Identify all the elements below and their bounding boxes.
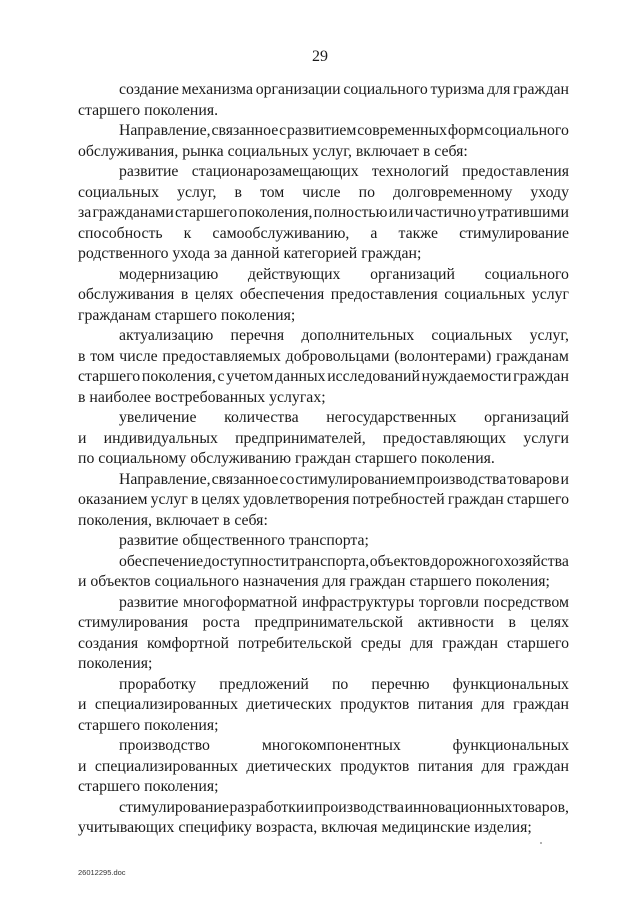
word: социальных bbox=[444, 286, 526, 303]
word: активности bbox=[417, 614, 495, 631]
word: стимулированием bbox=[295, 470, 416, 488]
paragraph bbox=[78, 593, 569, 675]
word: долговременному bbox=[393, 183, 513, 201]
word: и bbox=[560, 470, 569, 488]
word: потребительской bbox=[237, 634, 352, 652]
word: стимулирование bbox=[119, 798, 229, 816]
word: развитие bbox=[119, 163, 179, 180]
word: создания bbox=[78, 634, 139, 652]
word: уходу bbox=[530, 183, 569, 201]
paragraph bbox=[78, 736, 569, 798]
word: стационарозамещающих bbox=[191, 163, 359, 180]
word: услуги bbox=[523, 429, 569, 447]
text-line bbox=[78, 552, 569, 573]
word: граждан bbox=[513, 696, 569, 713]
word: или bbox=[388, 204, 414, 221]
word: граждан bbox=[447, 491, 504, 508]
word: организации bbox=[255, 81, 341, 98]
word: предоставляющих bbox=[382, 429, 507, 447]
paragraph bbox=[78, 121, 569, 162]
word: утратившими bbox=[477, 204, 569, 221]
word: оказанием bbox=[78, 491, 148, 508]
word: старшего bbox=[506, 634, 569, 652]
text-line: старшего поколения. bbox=[78, 101, 219, 119]
word: добровольцами bbox=[285, 347, 390, 365]
word: производство bbox=[119, 737, 210, 754]
document-body bbox=[78, 80, 569, 839]
word: граждан bbox=[513, 757, 569, 775]
text-line: обслуживания, рынка социальных услуг, включает в себя: bbox=[78, 142, 468, 160]
text-line bbox=[78, 162, 569, 183]
text-line: старшего поколения; bbox=[78, 778, 219, 795]
word: (волонтерами) bbox=[394, 347, 492, 365]
word: функциональных bbox=[452, 675, 569, 693]
text-line bbox=[78, 265, 569, 286]
word: продуктов bbox=[340, 757, 410, 775]
word: специализированных bbox=[94, 757, 238, 775]
word: предоставляемых bbox=[162, 347, 281, 365]
word: создание bbox=[119, 81, 179, 98]
word: индивидуальных bbox=[103, 429, 218, 447]
word: стимулирования bbox=[78, 614, 189, 631]
paragraph bbox=[78, 162, 569, 265]
word: перечня bbox=[230, 327, 285, 344]
word: в bbox=[180, 286, 189, 303]
word: комфортной bbox=[147, 634, 230, 652]
word: удовлетворения bbox=[243, 491, 350, 508]
word: продуктов bbox=[340, 696, 410, 713]
word: целях bbox=[194, 286, 234, 303]
word: услуг, bbox=[177, 183, 217, 201]
word: актуализацию bbox=[119, 327, 214, 344]
paragraph bbox=[78, 798, 569, 839]
paragraph bbox=[78, 326, 569, 408]
word: поколения, bbox=[238, 204, 313, 221]
word: за bbox=[78, 204, 92, 221]
word: предоставления bbox=[462, 163, 569, 180]
text-line: развитие общественного транспорта; bbox=[119, 532, 369, 549]
word: обслуживания bbox=[78, 286, 175, 303]
word: доступности bbox=[203, 552, 290, 570]
word: обеспечения bbox=[239, 286, 325, 303]
text-line: поколения, включает в себя: bbox=[78, 511, 268, 529]
paragraph bbox=[78, 80, 569, 121]
word: частично bbox=[414, 204, 477, 221]
word: объектов bbox=[369, 552, 430, 570]
word: по bbox=[331, 675, 349, 693]
word: форм bbox=[447, 122, 484, 139]
word: в bbox=[78, 347, 86, 365]
word: и bbox=[78, 429, 87, 447]
word: также bbox=[398, 224, 439, 242]
word: инфраструктуры bbox=[301, 593, 415, 611]
word: транспорта, bbox=[289, 552, 370, 570]
word: нуждаемости bbox=[421, 368, 512, 385]
word: социальных bbox=[78, 183, 160, 201]
word: социального bbox=[343, 81, 428, 98]
word: технологий bbox=[371, 163, 449, 180]
word: в bbox=[190, 491, 199, 508]
word: старшего bbox=[78, 368, 141, 385]
word: Направление, bbox=[119, 122, 211, 139]
word: действующих bbox=[247, 265, 341, 283]
scan-dot-mark bbox=[540, 842, 542, 844]
word: для bbox=[481, 757, 505, 775]
word: самообслуживанию, bbox=[212, 224, 350, 242]
word: полностью bbox=[313, 204, 388, 221]
word: питания bbox=[417, 757, 474, 775]
text-line: родственного ухода за данной категорией граждан; bbox=[78, 245, 422, 262]
text-line bbox=[78, 203, 569, 224]
word: современных bbox=[357, 122, 447, 139]
word: развитием bbox=[286, 122, 357, 139]
text-line: и объектов социального назначения для граждан старшего поколения; bbox=[78, 573, 550, 590]
word: со bbox=[279, 470, 295, 488]
word: к bbox=[183, 224, 192, 242]
word: старшего bbox=[175, 204, 238, 221]
document-file-code: 26012295.doc bbox=[78, 868, 126, 877]
word: модернизацию bbox=[119, 265, 219, 283]
word: гражданами bbox=[92, 204, 174, 221]
text-line bbox=[78, 408, 569, 429]
word: многокомпонентных bbox=[261, 737, 401, 754]
word: туризма bbox=[430, 81, 485, 98]
paragraph bbox=[78, 675, 569, 737]
word: социальных bbox=[431, 327, 513, 344]
text-line bbox=[78, 183, 569, 204]
text-line bbox=[78, 675, 569, 696]
word: целях bbox=[201, 491, 240, 508]
word: и bbox=[78, 696, 87, 713]
word: социального bbox=[484, 122, 569, 139]
text-line bbox=[78, 613, 569, 634]
word: увеличение bbox=[119, 409, 197, 426]
word: механизма bbox=[181, 81, 253, 98]
word: старшего bbox=[506, 491, 569, 508]
word: стимулирование bbox=[459, 224, 569, 242]
word: для bbox=[410, 634, 434, 652]
word: негосударственных bbox=[326, 409, 457, 426]
word: с bbox=[279, 122, 287, 139]
word: товаров bbox=[507, 470, 560, 488]
word: в bbox=[508, 614, 516, 631]
word: производства bbox=[314, 798, 404, 816]
text-line bbox=[78, 695, 569, 716]
word: том bbox=[90, 347, 115, 365]
word: услуг bbox=[150, 491, 188, 508]
word: числе bbox=[302, 183, 341, 201]
word: инновационных bbox=[404, 798, 513, 816]
word: предпринимателей, bbox=[235, 429, 366, 447]
word: для bbox=[487, 81, 511, 98]
word: граждан bbox=[442, 634, 498, 652]
text-line bbox=[78, 80, 569, 101]
word: роста bbox=[202, 614, 240, 631]
word: связанное bbox=[211, 122, 279, 139]
text-line bbox=[78, 736, 569, 757]
word: диетических bbox=[246, 696, 332, 713]
word: посредством bbox=[483, 593, 569, 611]
word: для bbox=[481, 696, 505, 713]
text-line bbox=[78, 757, 569, 778]
word: перечню bbox=[371, 675, 430, 693]
word: потребностей bbox=[352, 491, 445, 508]
word: с bbox=[217, 368, 225, 385]
word: социального bbox=[484, 265, 569, 283]
word: гражданам bbox=[496, 347, 569, 365]
word: диетических bbox=[246, 757, 332, 775]
word: количества bbox=[224, 409, 299, 426]
word: дорожного bbox=[430, 552, 504, 570]
text-line: гражданам старшего поколения; bbox=[78, 306, 296, 324]
word: Направление, bbox=[119, 470, 211, 488]
text-line bbox=[78, 347, 569, 368]
word: целях bbox=[530, 614, 569, 631]
word: учетом bbox=[226, 368, 274, 385]
word: обеспечение bbox=[119, 552, 204, 570]
text-line: учитывающих специфику возраста, включая медицинские изделия; bbox=[78, 819, 532, 836]
word: предоставления bbox=[330, 286, 438, 303]
word: производства bbox=[416, 470, 507, 488]
text-line: поколения; bbox=[78, 655, 153, 672]
text-line bbox=[78, 798, 569, 819]
word: поколения, bbox=[141, 368, 216, 385]
paragraph bbox=[78, 408, 569, 470]
word: товаров, bbox=[512, 798, 569, 816]
word: а bbox=[370, 224, 378, 242]
word: предложений bbox=[219, 675, 309, 693]
word: разработки bbox=[229, 798, 305, 816]
word: специализированных bbox=[94, 696, 238, 713]
word: и bbox=[78, 757, 87, 775]
text-line bbox=[78, 490, 569, 511]
word: многоформатной bbox=[183, 593, 298, 611]
text-line bbox=[78, 429, 569, 450]
word: хозяйства bbox=[503, 552, 569, 570]
text-line bbox=[78, 121, 569, 142]
text-line bbox=[78, 285, 569, 306]
word: по bbox=[358, 183, 375, 201]
word: развитие bbox=[119, 593, 179, 611]
page-number: 29 bbox=[312, 48, 328, 65]
paragraph bbox=[78, 552, 569, 593]
word: данных bbox=[275, 368, 326, 385]
word: услуг bbox=[531, 286, 569, 303]
word: среды bbox=[360, 634, 402, 652]
word: торговли bbox=[418, 593, 479, 611]
text-line bbox=[78, 593, 569, 614]
word: организаций bbox=[484, 409, 569, 426]
paragraph bbox=[78, 470, 569, 532]
word: и bbox=[304, 798, 314, 816]
word: функциональных bbox=[452, 737, 569, 754]
word: проработку bbox=[119, 675, 197, 693]
text-line bbox=[78, 224, 569, 245]
word: том bbox=[259, 183, 285, 201]
word: числе bbox=[119, 347, 158, 365]
text-line bbox=[78, 367, 569, 388]
text-line: старшего поколения; bbox=[78, 716, 219, 734]
paragraph bbox=[78, 531, 569, 552]
word: в bbox=[234, 183, 242, 201]
paragraph bbox=[78, 265, 569, 327]
word: питания bbox=[417, 696, 474, 713]
word: исследований bbox=[327, 368, 420, 385]
word: способность bbox=[78, 224, 163, 242]
text-line bbox=[78, 634, 569, 655]
word: дополнительных bbox=[301, 327, 415, 344]
text-line: по социальному обслуживанию граждан старшего поколения. bbox=[78, 450, 495, 467]
word: предпринимательской bbox=[254, 614, 404, 631]
text-line bbox=[78, 470, 569, 491]
word: организаций bbox=[370, 265, 455, 283]
text-line bbox=[78, 326, 569, 347]
word: граждан bbox=[513, 81, 569, 98]
text-line: в наиболее востребованных услугах; bbox=[78, 388, 326, 406]
word: услуг, bbox=[529, 327, 569, 344]
word: граждан bbox=[513, 368, 569, 385]
word: связанное bbox=[211, 470, 279, 488]
